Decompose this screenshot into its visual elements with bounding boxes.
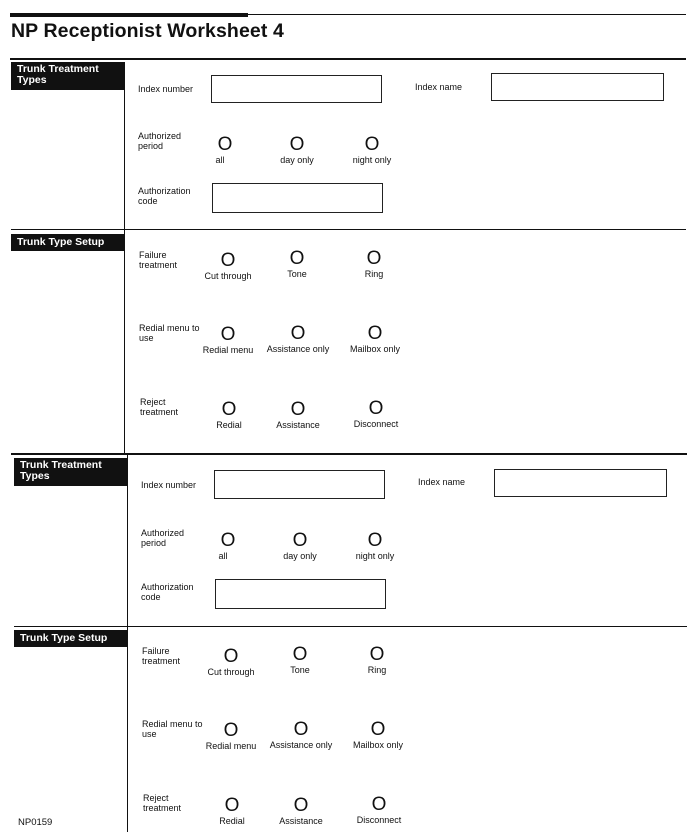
section-rule bbox=[11, 229, 686, 230]
reject-option-redial[interactable]: O Redial bbox=[189, 400, 269, 431]
radio-circle-icon: O bbox=[217, 134, 233, 155]
authorized-period-option-all[interactable]: O all bbox=[188, 531, 268, 562]
section-divider bbox=[127, 627, 128, 832]
trunk-type-setup-header: Trunk Type Setup bbox=[14, 630, 127, 647]
section-divider bbox=[124, 230, 125, 455]
reject-option-disconnect[interactable]: O Disconnect bbox=[339, 795, 419, 826]
radio-circle-icon: O bbox=[223, 646, 239, 667]
authorized-period-option-night-only[interactable]: O night only bbox=[335, 531, 415, 562]
radio-circle-icon: O bbox=[367, 323, 383, 344]
radio-circle-icon: O bbox=[371, 794, 387, 815]
radio-circle-icon: O bbox=[292, 644, 308, 665]
redial-option-redial-menu[interactable]: O Redial menu bbox=[188, 325, 268, 356]
radio-circle-icon: O bbox=[290, 323, 306, 344]
failure-treatment-label: Failure treatment bbox=[142, 646, 181, 666]
authorization-code-label: Authorization code bbox=[138, 186, 191, 206]
authorization-code-field[interactable] bbox=[215, 579, 386, 609]
radio-circle-icon: O bbox=[223, 720, 239, 741]
radio-circle-icon: O bbox=[221, 399, 237, 420]
failure-option-ring[interactable]: O Ring bbox=[337, 645, 417, 676]
title-bottom-rule bbox=[10, 58, 686, 60]
radio-circle-icon: O bbox=[224, 795, 240, 816]
page-title: NP Receptionist Worksheet 4 bbox=[11, 20, 284, 42]
radio-circle-icon: O bbox=[220, 250, 236, 271]
index-name-label: Index name bbox=[418, 477, 466, 487]
failure-option-ring[interactable]: O Ring bbox=[334, 249, 414, 280]
redial-option-redial-menu[interactable]: O Redial menu bbox=[191, 721, 271, 752]
radio-circle-icon: O bbox=[290, 399, 306, 420]
reject-option-assistance[interactable]: O Assistance bbox=[258, 400, 338, 431]
radio-circle-icon: O bbox=[289, 134, 305, 155]
section-divider bbox=[124, 62, 125, 230]
trunk-treatment-types-header: Trunk Treatment Types bbox=[14, 458, 127, 486]
authorized-period-option-night-only[interactable]: O night only bbox=[332, 135, 412, 166]
authorization-code-label: Authorization code bbox=[141, 582, 194, 602]
redial-option-mailbox-only[interactable]: O Mailbox only bbox=[338, 720, 418, 751]
radio-circle-icon: O bbox=[366, 248, 382, 269]
redial-option-assistance-only[interactable]: O Assistance only bbox=[258, 324, 338, 355]
radio-circle-icon: O bbox=[370, 719, 386, 740]
reject-option-assistance[interactable]: O Assistance bbox=[261, 796, 341, 827]
redial-menu-label: Redial menu to use bbox=[142, 719, 203, 739]
radio-circle-icon: O bbox=[220, 530, 236, 551]
section-divider bbox=[127, 455, 128, 627]
radio-circle-icon: O bbox=[369, 644, 385, 665]
radio-circle-icon: O bbox=[220, 324, 236, 345]
index-number-label: Index number bbox=[138, 84, 194, 94]
index-name-label: Index name bbox=[415, 82, 463, 92]
index-name-field[interactable] bbox=[494, 469, 667, 497]
reject-treatment-label: Reject treatment bbox=[140, 397, 179, 417]
authorized-period-label: Authorized period bbox=[141, 528, 185, 548]
radio-circle-icon: O bbox=[289, 248, 305, 269]
authorized-period-label: Authorized period bbox=[138, 131, 182, 151]
authorized-period-option-day-only[interactable]: O day only bbox=[260, 531, 340, 562]
trunk-treatment-types-header: Trunk Treatment Types bbox=[11, 62, 124, 90]
reject-option-disconnect[interactable]: O Disconnect bbox=[336, 399, 416, 430]
title-accent-bar bbox=[10, 13, 248, 17]
index-number-field[interactable] bbox=[214, 470, 385, 499]
radio-circle-icon: O bbox=[367, 530, 383, 551]
authorized-period-option-day-only[interactable]: O day only bbox=[257, 135, 337, 166]
radio-circle-icon: O bbox=[368, 398, 384, 419]
failure-option-tone[interactable]: O Tone bbox=[260, 645, 340, 676]
document-code: NP0159 bbox=[18, 817, 53, 828]
title-rule bbox=[248, 14, 686, 15]
radio-circle-icon: O bbox=[293, 795, 309, 816]
trunk-type-setup-header: Trunk Type Setup bbox=[11, 234, 124, 251]
index-number-label: Index number bbox=[141, 480, 197, 490]
redial-menu-label: Redial menu to use bbox=[139, 323, 200, 343]
radio-circle-icon: O bbox=[364, 134, 380, 155]
reject-treatment-label: Reject treatment bbox=[143, 793, 182, 813]
authorized-period-option-all[interactable]: O all bbox=[185, 135, 265, 166]
radio-circle-icon: O bbox=[292, 530, 308, 551]
section-rule bbox=[14, 626, 687, 627]
index-number-field[interactable] bbox=[211, 75, 382, 103]
failure-option-cut-through[interactable]: O Cut through bbox=[191, 647, 271, 678]
failure-treatment-label: Failure treatment bbox=[139, 250, 178, 270]
index-name-field[interactable] bbox=[491, 73, 664, 101]
section-rule bbox=[11, 453, 687, 455]
authorization-code-field[interactable] bbox=[212, 183, 383, 213]
failure-option-cut-through[interactable]: O Cut through bbox=[188, 251, 268, 282]
radio-circle-icon: O bbox=[293, 719, 309, 740]
redial-option-mailbox-only[interactable]: O Mailbox only bbox=[335, 324, 415, 355]
failure-option-tone[interactable]: O Tone bbox=[257, 249, 337, 280]
redial-option-assistance-only[interactable]: O Assistance only bbox=[261, 720, 341, 751]
reject-option-redial[interactable]: O Redial bbox=[192, 796, 272, 827]
